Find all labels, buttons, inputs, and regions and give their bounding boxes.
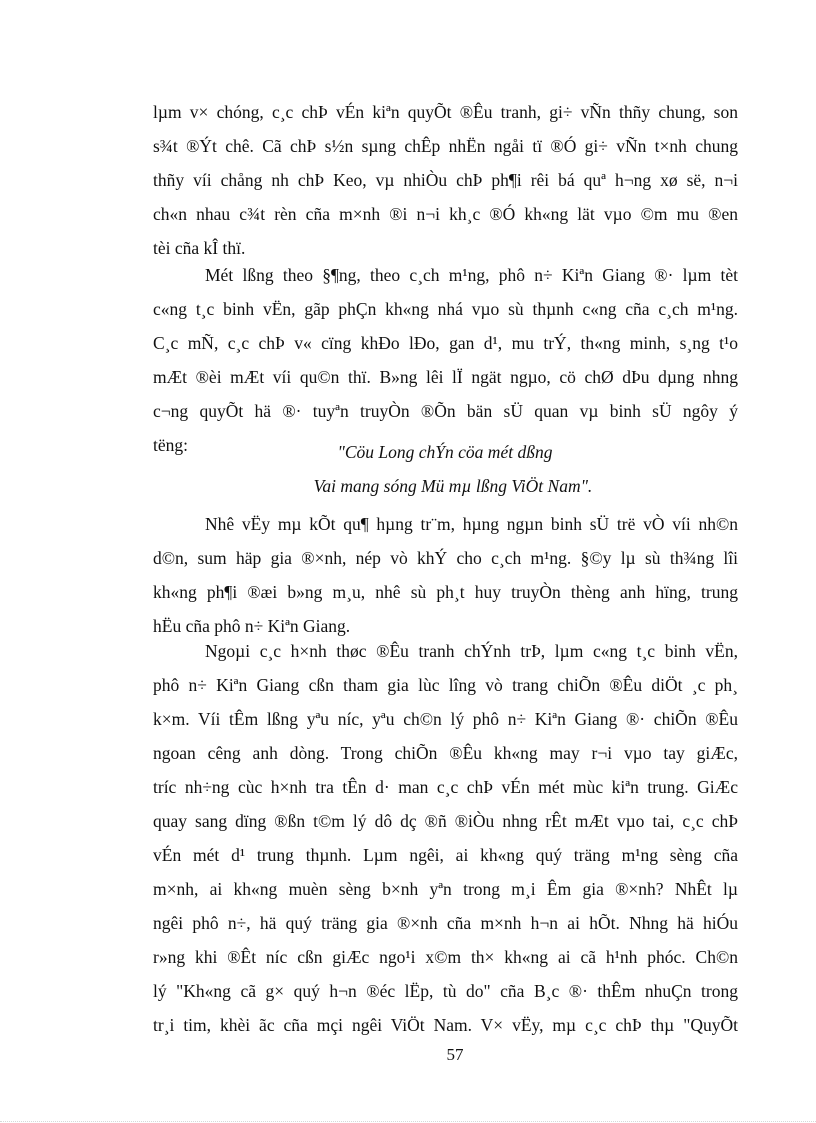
page-number: 57: [446, 1045, 464, 1064]
text-line: c«ng t¸c binh vËn, gãp phÇn kh«ng nhá vµo sù thµnh c«ng cña c¸ch m¹ng.: [153, 299, 738, 319]
text-line: C¸c mÑ, c¸c chÞ v« cïng khÐo lÐo, gan d¹, mu trÝ, th«ng minh, s¸ng t¹o: [153, 333, 738, 353]
text-line: mÆt ®èi mÆt víi qu©n thï. B»ng lêi lÏ ngät ngµo, cö chØ dÞu dµng nhng: [153, 367, 738, 387]
text-line: thñy víi chång nh chÞ Keo, vµ nhiÒu chÞ ph¶i rêi bá quª h¬ng xø së, n¬i: [153, 170, 738, 190]
text-line: Ngoµi c¸c h×nh thøc ®Êu tranh chÝnh trÞ, lµm c«ng t¸c binh vËn,: [205, 641, 738, 661]
text-line: s¾t ®Ýt chê. Cã chÞ s½n sµng chÊp nhËn ngåi tï ®Ó gi÷ vÑn t×nh chung: [153, 136, 738, 156]
text-line: tr¸i tim, khèi ãc cña mçi ngêi ViÖt Nam. V× vËy, mµ c¸c chÞ thµ "QuyÕt: [153, 1015, 738, 1035]
text-line: r»ng khi ®Êt níc cßn giÆc ngo¹i x©m th× kh«ng ai cã h¹nh phóc. Ch©n: [153, 947, 738, 967]
text-line: kh«ng ph¶i ®æi b»ng m¸u, nhê sù ph¸t huy truyÒn thèng anh hïng, trung: [153, 582, 738, 602]
text-line: hËu cña phô n÷ Kiªn Giang.: [153, 616, 351, 636]
text-line: vÉn mét d¹ trung thµnh. Lµm ngêi, ai kh«ng quý träng m¹ng sèng cña: [153, 845, 738, 865]
text-line: k×m. Víi tÊm lßng yªu níc, yªu ch©n lý phô n÷ Kiªn Giang ®· chiÕn ®Êu: [153, 709, 738, 729]
text-line: Nhê vËy mµ kÕt qu¶ hµng tr¨m, hµng ngµn binh sÜ trë vÒ víi nh©n: [205, 514, 738, 534]
text-line: phô n÷ Kiªn Giang cßn tham gia lùc lîng vò trang chiÕn ®Êu diÖt ¸c ph¸: [153, 675, 738, 695]
text-line: tèi cña kÎ thï.: [153, 238, 246, 258]
text-line: quay sang dïng ®ßn t©m lý dô dç ®ñ ®iÒu nhng rÊt mÆt vµo tai, c¸c chÞ: [153, 811, 738, 831]
text-line: m×nh, ai kh«ng muèn sèng b×nh yªn trong m¸i Êm gia ®×nh? NhÊt lµ: [153, 879, 738, 899]
text-line: ngêi phô n÷, hä quý träng gia ®×nh cña m×nh h¬n ai hÕt. Nhng hä hiÓu: [153, 913, 738, 933]
text-line: Mét lßng theo §¶ng, theo c¸ch m¹ng, phô n÷ Kiªn Giang ®· lµm tèt: [205, 265, 738, 285]
page-bottom-border: [0, 1121, 816, 1122]
verse-line: "Cöu Long chÝn cöa mét dßng: [337, 442, 553, 462]
text-line: tríc nh÷ng cùc h×nh tra tÊn d· man c¸c chÞ vÉn mét mùc kiªn trung. GiÆc: [153, 777, 738, 797]
text-line: lµm v× chóng, c¸c chÞ vÉn kiªn quyÕt ®Êu tranh, gi÷ vÑn thñy chung, son: [153, 102, 738, 122]
text-line: ngoan cêng anh dòng. Trong chiÕn ®Êu kh«ng may r¬i vµo tay giÆc,: [153, 743, 738, 763]
text-line: ch«n nhau c¾t rèn cña m×nh ®i n¬i kh¸c ®Ó kh«ng lät vµo ©m mu ®en: [153, 204, 738, 224]
text-line: lý "Kh«ng cã g× quý h¬n ®éc lËp, tù do" cña B¸c ®· thÊm nhuÇn trong: [153, 981, 738, 1001]
verse-line: Vai mang sóng Mü mµ lßng ViÖt Nam".: [313, 476, 593, 496]
text-line: tëng:: [153, 435, 188, 455]
text-line: d©n, sum häp gia ®×nh, nép vò khÝ cho c¸ch m¹ng. §©y lµ sù th¾ng lîi: [153, 548, 738, 568]
text-line: c¬ng quyÕt hä ®· tuyªn truyÒn ®Õn bän sÜ quan vµ binh sÜ ngôy ý: [153, 401, 738, 421]
